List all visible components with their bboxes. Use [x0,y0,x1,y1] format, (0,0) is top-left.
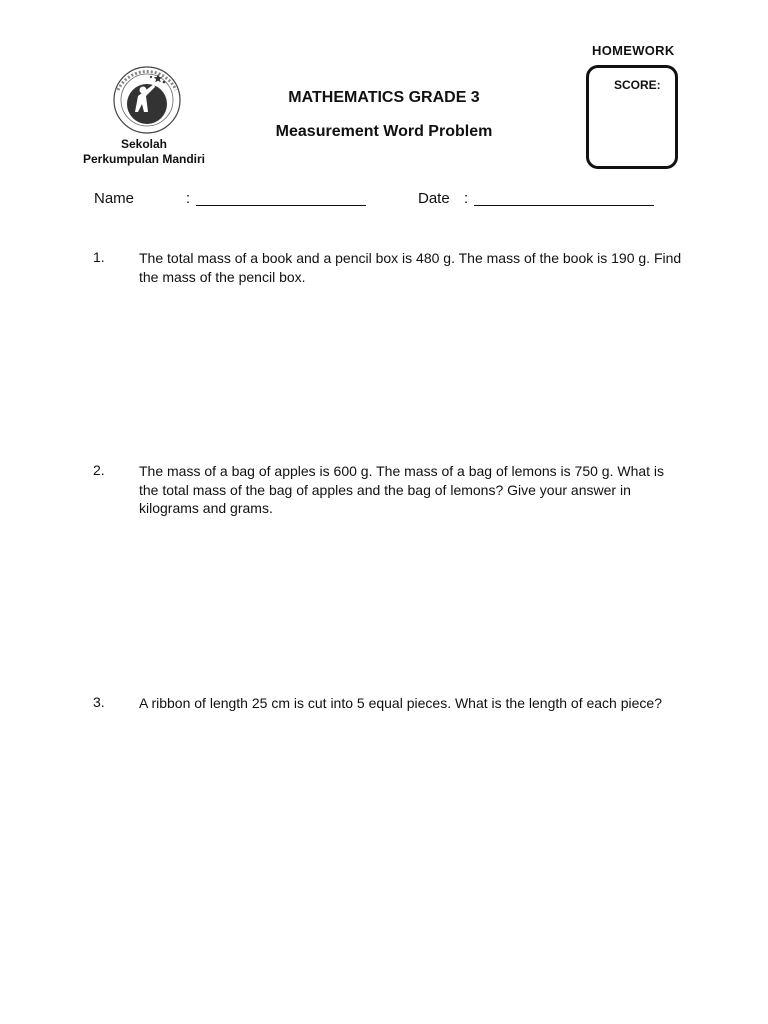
homework-label: HOMEWORK [592,43,675,58]
date-label: Date [418,190,450,207]
score-box [586,65,678,169]
name-label: Name [94,190,135,207]
question-1-text: The total mass of a book and a pencil box is 480 g. The mass of the book is 190 g. Find the mass of the pencil box. [139,250,682,285]
date-field[interactable] [474,205,654,206]
date-colon: : [464,190,469,207]
question-1-number: 1. [93,249,105,265]
page-subtitle: Measurement Word Problem [275,123,493,140]
question-2-text: The mass of a bag of apples is 600 g. The mass of a bag of lemons is 750 g. What is the total mass of the bag of apples and the bag of lemons? Give your answer in kilograms and grams. [139,463,665,516]
name-colon: : [186,190,191,207]
page-title: MATHEMATICS GRADE 3 [288,89,480,106]
score-label: SCORE: [614,78,661,92]
question-2-number: 2. [93,462,105,478]
question-3-number: 3. [93,694,105,710]
school-name-line1: Sekolah [120,137,168,151]
school-name-line2: Perkumpulan Mandiri [82,152,206,166]
question-3-text: A ribbon of length 25 cm is cut into 5 equal pieces. What is the length of each piece? [139,695,662,711]
school-emblem-icon [88,60,206,140]
name-field[interactable] [196,205,366,206]
